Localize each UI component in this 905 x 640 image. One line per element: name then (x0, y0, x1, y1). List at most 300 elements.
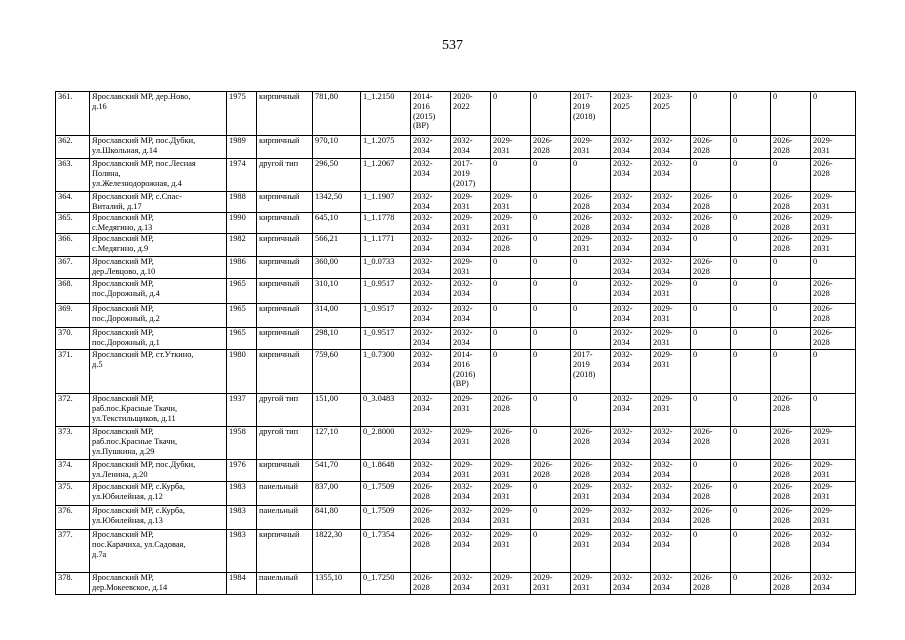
cell-address: Ярославский МР, с.Курба, ул.Юбилейная, д.12 (90, 482, 227, 506)
cell-total-area: 151,00 (313, 394, 361, 427)
cell-period-cold-water: 2032- 2034 (611, 192, 651, 213)
table-row (56, 92, 856, 136)
table-row (56, 427, 856, 460)
cell-total-area: 759,60 (313, 350, 361, 394)
cell-wall-material: кирпичный (257, 460, 313, 482)
cell-period-sewage: 0 (691, 92, 731, 136)
cell-period-facade: 2029- 2031 (451, 394, 491, 427)
cell-period-roof: 2026- 2028 (411, 530, 451, 573)
cell-period-electric: 0 (571, 304, 611, 328)
cell-period-roof: 2026- 2028 (411, 573, 451, 595)
cell-build-year: 1976 (227, 460, 257, 482)
cell-period-gas: 0 (531, 192, 571, 213)
cell-row-number: 367. (56, 257, 90, 279)
cell-period-sewage: 2026- 2028 (691, 573, 731, 595)
cell-period-foundation: 2026- 2028 (771, 427, 811, 460)
cell-period-hot-water: 2029- 2031 (651, 394, 691, 427)
cell-row-number: 362. (56, 136, 90, 159)
cell-period-facade: 2029- 2031 (451, 213, 491, 234)
cell-build-year: 1965 (227, 304, 257, 328)
cell-total-area: 1342,50 (313, 192, 361, 213)
cell-category-code: 1_1.2075 (361, 136, 411, 159)
cell-period-electric: 2029- 2031 (571, 234, 611, 257)
cell-row-number: 369. (56, 304, 90, 328)
cell-category-code: 0_1.7354 (361, 530, 411, 573)
cell-period-roof: 2026- 2028 (411, 506, 451, 530)
cell-total-area: 841,80 (313, 506, 361, 530)
cell-period-hot-water: 2029- 2031 (651, 279, 691, 304)
table-row (56, 460, 856, 482)
cell-period-facade: 2029- 2031 (451, 460, 491, 482)
cell-period-elevator: 0 (731, 506, 771, 530)
cell-row-number: 370. (56, 328, 90, 350)
cell-build-year: 1984 (227, 573, 257, 595)
cell-period-elevator: 0 (731, 192, 771, 213)
cell-period-electric: 2029- 2031 (571, 136, 611, 159)
cell-period-basement: 2026- 2028 (811, 304, 856, 328)
cell-period-heating: 0 (491, 92, 531, 136)
cell-period-roof: 2032- 2034 (411, 159, 451, 192)
cell-period-gas: 0 (531, 427, 571, 460)
cell-period-gas: 0 (531, 482, 571, 506)
cell-period-foundation: 2026- 2028 (771, 136, 811, 159)
cell-period-elevator: 0 (731, 213, 771, 234)
cell-period-facade: 2032- 2034 (451, 234, 491, 257)
cell-period-basement: 2026- 2028 (811, 159, 856, 192)
cell-period-heating: 2029- 2031 (491, 192, 531, 213)
cell-period-facade: 2032- 2034 (451, 328, 491, 350)
cell-period-electric: 0 (571, 328, 611, 350)
cell-period-basement: 2029- 2031 (811, 506, 856, 530)
cell-wall-material: другой тип (257, 427, 313, 460)
cell-period-heating: 2026- 2028 (491, 234, 531, 257)
cell-wall-material: кирпичный (257, 92, 313, 136)
table-body (56, 92, 856, 595)
cell-period-elevator: 0 (731, 394, 771, 427)
cell-period-basement: 2029- 2031 (811, 234, 856, 257)
cell-period-cold-water: 2032- 2034 (611, 279, 651, 304)
cell-period-roof: 2032- 2034 (411, 234, 451, 257)
cell-period-cold-water: 2032- 2034 (611, 394, 651, 427)
cell-period-gas: 0 (531, 234, 571, 257)
cell-total-area: 310,10 (313, 279, 361, 304)
cell-address: Ярославский МР, пос.Карачиха, ул.Садовая, д.7а (90, 530, 227, 573)
cell-period-electric: 2029- 2031 (571, 530, 611, 573)
cell-period-facade: 2029- 2031 (451, 257, 491, 279)
cell-period-facade: 2032- 2034 (451, 506, 491, 530)
cell-address: Ярославский МР, пос.Дубки, ул.Школьная, д.14 (90, 136, 227, 159)
cell-period-hot-water: 2029- 2031 (651, 350, 691, 394)
cell-period-gas: 2029- 2031 (531, 573, 571, 595)
cell-period-gas: 0 (531, 506, 571, 530)
cell-period-roof: 2032- 2034 (411, 213, 451, 234)
cell-period-heating: 2029- 2031 (491, 482, 531, 506)
cell-category-code: 0_1.7509 (361, 506, 411, 530)
cell-category-code: 0_3.0483 (361, 394, 411, 427)
cell-period-electric: 2029- 2031 (571, 506, 611, 530)
cell-address: Ярославский МР, пос.Дорожный, д.2 (90, 304, 227, 328)
cell-category-code: 0_1.7509 (361, 482, 411, 506)
cell-period-sewage: 0 (691, 279, 731, 304)
cell-period-heating: 2029- 2031 (491, 506, 531, 530)
cell-address: Ярославский МР, с.Медягино, д.13 (90, 213, 227, 234)
cell-row-number: 366. (56, 234, 90, 257)
cell-address: Ярославский МР, дер.Ново, д.16 (90, 92, 227, 136)
cell-category-code: 0_1.7250 (361, 573, 411, 595)
cell-period-foundation: 0 (771, 279, 811, 304)
cell-period-electric: 0 (571, 257, 611, 279)
cell-period-basement: 2029- 2031 (811, 460, 856, 482)
cell-total-area: 781,80 (313, 92, 361, 136)
cell-period-sewage: 0 (691, 159, 731, 192)
cell-period-heating: 2026- 2028 (491, 394, 531, 427)
cell-period-facade: 2032- 2034 (451, 530, 491, 573)
cell-period-foundation: 0 (771, 350, 811, 394)
cell-row-number: 378. (56, 573, 90, 595)
cell-period-gas: 0 (531, 213, 571, 234)
cell-wall-material: другой тип (257, 159, 313, 192)
cell-row-number: 375. (56, 482, 90, 506)
cell-period-hot-water: 2032- 2034 (651, 506, 691, 530)
cell-address: Ярославский МР, пос.Лесная Поляна, ул.Железнодорожная, д.4 (90, 159, 227, 192)
cell-address: Ярославский МР, дер.Левцово, д.10 (90, 257, 227, 279)
cell-period-hot-water: 2032- 2034 (651, 460, 691, 482)
cell-period-hot-water: 2032- 2034 (651, 234, 691, 257)
cell-period-elevator: 0 (731, 530, 771, 573)
cell-period-sewage: 0 (691, 304, 731, 328)
cell-row-number: 364. (56, 192, 90, 213)
cell-period-basement: 2032- 2034 (811, 573, 856, 595)
cell-build-year: 1982 (227, 234, 257, 257)
cell-category-code: 1_1.1771 (361, 234, 411, 257)
cell-period-roof: 2032- 2034 (411, 257, 451, 279)
cell-wall-material: другой тип (257, 394, 313, 427)
cell-period-basement: 0 (811, 394, 856, 427)
cell-period-hot-water: 2032- 2034 (651, 213, 691, 234)
cell-period-sewage: 2026- 2028 (691, 427, 731, 460)
cell-period-roof: 2032- 2034 (411, 350, 451, 394)
cell-period-foundation: 2026- 2028 (771, 506, 811, 530)
cell-period-sewage: 0 (691, 350, 731, 394)
cell-period-foundation: 2026- 2028 (771, 530, 811, 573)
cell-period-gas: 0 (531, 394, 571, 427)
cell-period-basement: 2026- 2028 (811, 279, 856, 304)
cell-row-number: 373. (56, 427, 90, 460)
cell-category-code: 1_0.9517 (361, 279, 411, 304)
cell-total-area: 970,10 (313, 136, 361, 159)
table-row (56, 482, 856, 506)
cell-total-area: 1822,30 (313, 530, 361, 573)
cell-period-electric: 2026- 2028 (571, 213, 611, 234)
cell-period-sewage: 2026- 2028 (691, 213, 731, 234)
cell-period-foundation: 0 (771, 92, 811, 136)
cell-period-heating: 2029- 2031 (491, 573, 531, 595)
cell-period-gas: 2026- 2028 (531, 460, 571, 482)
cell-build-year: 1975 (227, 92, 257, 136)
cell-period-cold-water: 2032- 2034 (611, 213, 651, 234)
cell-period-foundation: 2026- 2028 (771, 482, 811, 506)
cell-row-number: 361. (56, 92, 90, 136)
housing-repair-schedule-table (55, 91, 856, 595)
cell-row-number: 365. (56, 213, 90, 234)
table-row (56, 304, 856, 328)
cell-address: Ярославский МР, с.Медягино, д.9 (90, 234, 227, 257)
cell-period-heating: 2026- 2028 (491, 427, 531, 460)
cell-address: Ярославский МР, пос.Дорожный, д.1 (90, 328, 227, 350)
cell-period-sewage: 2026- 2028 (691, 192, 731, 213)
table-row (56, 159, 856, 192)
cell-period-hot-water: 2032- 2034 (651, 573, 691, 595)
cell-period-electric: 2029- 2031 (571, 482, 611, 506)
cell-address: Ярославский МР, с.Спас- Виталий, д.17 (90, 192, 227, 213)
cell-wall-material: кирпичный (257, 136, 313, 159)
cell-period-heating: 0 (491, 279, 531, 304)
cell-row-number: 368. (56, 279, 90, 304)
cell-period-heating: 0 (491, 159, 531, 192)
cell-total-area: 1355,10 (313, 573, 361, 595)
cell-period-sewage: 0 (691, 234, 731, 257)
table-row (56, 257, 856, 279)
cell-wall-material: кирпичный (257, 328, 313, 350)
cell-period-facade: 2032- 2034 (451, 304, 491, 328)
cell-period-foundation: 2026- 2028 (771, 573, 811, 595)
cell-build-year: 1965 (227, 279, 257, 304)
cell-period-electric: 2026- 2028 (571, 192, 611, 213)
table-row (56, 328, 856, 350)
table-row (56, 279, 856, 304)
cell-period-electric: 2026- 2028 (571, 427, 611, 460)
cell-period-roof: 2032- 2034 (411, 279, 451, 304)
cell-period-roof: 2026- 2028 (411, 482, 451, 506)
cell-category-code: 1_1.1778 (361, 213, 411, 234)
cell-wall-material: кирпичный (257, 192, 313, 213)
cell-period-cold-water: 2032- 2034 (611, 257, 651, 279)
cell-period-electric: 2017- 2019 (2018) (571, 350, 611, 394)
cell-period-gas: 0 (531, 304, 571, 328)
cell-period-foundation: 0 (771, 257, 811, 279)
cell-period-sewage: 0 (691, 394, 731, 427)
cell-address: Ярославский МР, раб.пос.Красные Ткачи, ул.Пушкина, д.29 (90, 427, 227, 460)
cell-period-facade: 2017- 2019 (2017) (451, 159, 491, 192)
cell-period-elevator: 0 (731, 482, 771, 506)
cell-period-sewage: 2026- 2028 (691, 482, 731, 506)
cell-period-heating: 0 (491, 257, 531, 279)
cell-category-code: 1_0.9517 (361, 304, 411, 328)
cell-address: Ярославский МР, ст.Уткино, д.5 (90, 350, 227, 394)
cell-period-gas: 0 (531, 257, 571, 279)
cell-address: Ярославский МР, дер.Мокеевское, д.14 (90, 573, 227, 595)
cell-wall-material: панельный (257, 482, 313, 506)
cell-category-code: 0_1.8648 (361, 460, 411, 482)
cell-build-year: 1983 (227, 530, 257, 573)
cell-period-heating: 2029- 2031 (491, 136, 531, 159)
cell-row-number: 372. (56, 394, 90, 427)
cell-wall-material: кирпичный (257, 213, 313, 234)
cell-period-cold-water: 2032- 2034 (611, 427, 651, 460)
cell-build-year: 1989 (227, 136, 257, 159)
cell-period-cold-water: 2032- 2034 (611, 136, 651, 159)
cell-category-code: 1_0.9517 (361, 328, 411, 350)
page-number: 537 (442, 38, 463, 53)
cell-period-hot-water: 2032- 2034 (651, 427, 691, 460)
cell-period-elevator: 0 (731, 92, 771, 136)
cell-wall-material: кирпичный (257, 304, 313, 328)
cell-period-sewage: 2026- 2028 (691, 257, 731, 279)
cell-total-area: 314,00 (313, 304, 361, 328)
cell-period-facade: 2032- 2034 (451, 279, 491, 304)
cell-total-area: 296,50 (313, 159, 361, 192)
cell-period-heating: 0 (491, 350, 531, 394)
cell-period-elevator: 0 (731, 159, 771, 192)
cell-period-foundation: 2026- 2028 (771, 234, 811, 257)
cell-period-elevator: 0 (731, 328, 771, 350)
cell-row-number: 363. (56, 159, 90, 192)
cell-period-basement: 2029- 2031 (811, 136, 856, 159)
cell-period-foundation: 0 (771, 159, 811, 192)
cell-period-gas: 0 (531, 279, 571, 304)
cell-period-elevator: 0 (731, 279, 771, 304)
cell-period-facade: 2032- 2034 (451, 573, 491, 595)
cell-period-basement: 2032- 2034 (811, 530, 856, 573)
cell-period-cold-water: 2032- 2034 (611, 350, 651, 394)
table-row (56, 573, 856, 595)
cell-period-gas: 0 (531, 350, 571, 394)
cell-period-cold-water: 2032- 2034 (611, 328, 651, 350)
cell-period-hot-water: 2023- 2025 (651, 92, 691, 136)
cell-row-number: 371. (56, 350, 90, 394)
cell-period-electric: 2026- 2028 (571, 460, 611, 482)
cell-period-elevator: 0 (731, 136, 771, 159)
cell-period-elevator: 0 (731, 573, 771, 595)
cell-period-foundation: 2026- 2028 (771, 213, 811, 234)
cell-wall-material: панельный (257, 573, 313, 595)
cell-period-gas: 0 (531, 328, 571, 350)
cell-period-sewage: 0 (691, 530, 731, 573)
cell-period-hot-water: 2032- 2034 (651, 257, 691, 279)
cell-period-basement: 2029- 2031 (811, 213, 856, 234)
table-row (56, 394, 856, 427)
table-row (56, 530, 856, 573)
cell-total-area: 837,00 (313, 482, 361, 506)
cell-period-sewage: 0 (691, 328, 731, 350)
cell-period-roof: 2032- 2034 (411, 460, 451, 482)
cell-period-sewage: 2026- 2028 (691, 506, 731, 530)
cell-period-cold-water: 2032- 2034 (611, 159, 651, 192)
cell-wall-material: кирпичный (257, 279, 313, 304)
cell-period-cold-water: 2032- 2034 (611, 234, 651, 257)
cell-period-cold-water: 2032- 2034 (611, 482, 651, 506)
cell-category-code: 1_0.7300 (361, 350, 411, 394)
cell-address: Ярославский МР, с.Курба, ул.Юбилейная, д.13 (90, 506, 227, 530)
cell-period-electric: 0 (571, 279, 611, 304)
cell-wall-material: кирпичный (257, 350, 313, 394)
cell-period-heating: 0 (491, 304, 531, 328)
cell-period-roof: 2032- 2034 (411, 192, 451, 213)
cell-period-facade: 2032- 2034 (451, 482, 491, 506)
cell-period-electric: 2029- 2031 (571, 573, 611, 595)
cell-total-area: 127,10 (313, 427, 361, 460)
cell-period-elevator: 0 (731, 257, 771, 279)
cell-period-elevator: 0 (731, 427, 771, 460)
cell-wall-material: панельный (257, 506, 313, 530)
cell-total-area: 360,00 (313, 257, 361, 279)
cell-period-sewage: 2026- 2028 (691, 136, 731, 159)
cell-period-electric: 0 (571, 394, 611, 427)
cell-build-year: 1980 (227, 350, 257, 394)
cell-period-roof: 2032- 2034 (411, 136, 451, 159)
cell-period-cold-water: 2032- 2034 (611, 506, 651, 530)
cell-total-area: 645,10 (313, 213, 361, 234)
table-row (56, 350, 856, 394)
cell-build-year: 1988 (227, 192, 257, 213)
cell-category-code: 1_1.2150 (361, 92, 411, 136)
cell-build-year: 1983 (227, 506, 257, 530)
cell-build-year: 1983 (227, 482, 257, 506)
cell-period-heating: 2029- 2031 (491, 213, 531, 234)
table-row (56, 213, 856, 234)
cell-period-hot-water: 2032- 2034 (651, 530, 691, 573)
cell-period-facade: 2029- 2031 (451, 192, 491, 213)
cell-period-heating: 0 (491, 328, 531, 350)
cell-period-sewage: 0 (691, 460, 731, 482)
cell-row-number: 377. (56, 530, 90, 573)
cell-period-facade: 2029- 2031 (451, 427, 491, 460)
cell-category-code: 1_0.0733 (361, 257, 411, 279)
cell-period-cold-water: 2032- 2034 (611, 573, 651, 595)
cell-category-code: 1_1.1907 (361, 192, 411, 213)
cell-period-basement: 2026- 2028 (811, 328, 856, 350)
cell-period-cold-water: 2032- 2034 (611, 530, 651, 573)
cell-row-number: 374. (56, 460, 90, 482)
cell-period-hot-water: 2032- 2034 (651, 482, 691, 506)
cell-period-hot-water: 2029- 2031 (651, 304, 691, 328)
cell-period-elevator: 0 (731, 460, 771, 482)
cell-period-gas: 0 (531, 530, 571, 573)
table-row (56, 506, 856, 530)
cell-wall-material: кирпичный (257, 257, 313, 279)
cell-build-year: 1937 (227, 394, 257, 427)
cell-period-roof: 2032- 2034 (411, 427, 451, 460)
cell-period-basement: 0 (811, 257, 856, 279)
cell-period-cold-water: 2032- 2034 (611, 460, 651, 482)
cell-build-year: 1958 (227, 427, 257, 460)
cell-period-roof: 2032- 2034 (411, 304, 451, 328)
cell-build-year: 1990 (227, 213, 257, 234)
housing-table-wrapper (55, 91, 855, 595)
cell-total-area: 541,70 (313, 460, 361, 482)
cell-period-hot-water: 2032- 2034 (651, 192, 691, 213)
cell-period-elevator: 0 (731, 304, 771, 328)
cell-period-facade: 2014- 2016 (2016) (ВР) (451, 350, 491, 394)
cell-period-facade: 2032- 2034 (451, 136, 491, 159)
cell-period-roof: 2032- 2034 (411, 328, 451, 350)
cell-period-basement: 0 (811, 92, 856, 136)
cell-total-area: 298,10 (313, 328, 361, 350)
cell-period-cold-water: 2023- 2025 (611, 92, 651, 136)
cell-period-heating: 2029- 2031 (491, 460, 531, 482)
cell-category-code: 1_1.2067 (361, 159, 411, 192)
cell-category-code: 0_2.8000 (361, 427, 411, 460)
cell-address: Ярославский МР, пос.Дубки, ул.Ленина, д.20 (90, 460, 227, 482)
cell-build-year: 1965 (227, 328, 257, 350)
cell-period-cold-water: 2032- 2034 (611, 304, 651, 328)
cell-period-gas: 2026- 2028 (531, 136, 571, 159)
cell-period-hot-water: 2032- 2034 (651, 136, 691, 159)
cell-period-foundation: 0 (771, 328, 811, 350)
cell-period-heating: 2029- 2031 (491, 530, 531, 573)
cell-period-foundation: 2026- 2028 (771, 394, 811, 427)
cell-period-gas: 0 (531, 92, 571, 136)
